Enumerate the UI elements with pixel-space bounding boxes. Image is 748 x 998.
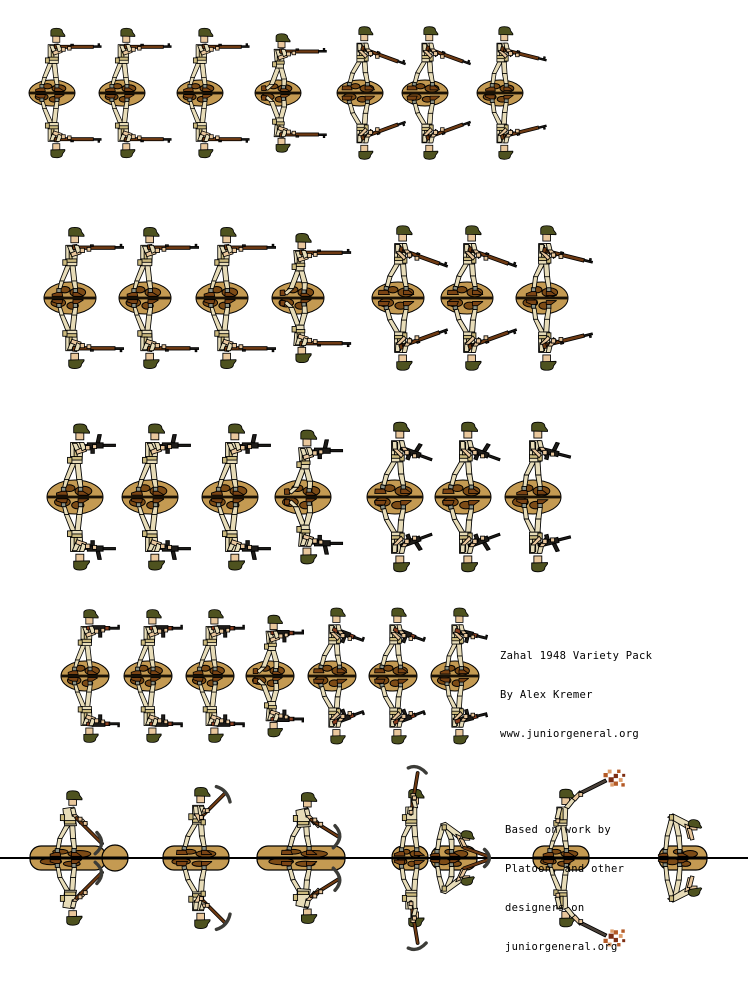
attribution-line: juniorgeneral.org [505, 941, 618, 953]
soldier-advanceUp [405, 0, 595, 208]
soldier-advanceUp [447, 183, 637, 413]
attribution-line: Based on work by [505, 824, 611, 836]
credits-title-block [500, 624, 652, 767]
website-line: www.juniorgeneral.org [500, 728, 640, 740]
author-line: By Alex Kremer [500, 689, 593, 701]
attribution-line: Platoon, and other [505, 863, 625, 875]
pack-title: Zahal 1948 Variety Pack [500, 650, 653, 662]
attribution-line: designers on [505, 902, 585, 914]
credits-block [500, 598, 652, 998]
credits-attribution-block [505, 798, 652, 980]
